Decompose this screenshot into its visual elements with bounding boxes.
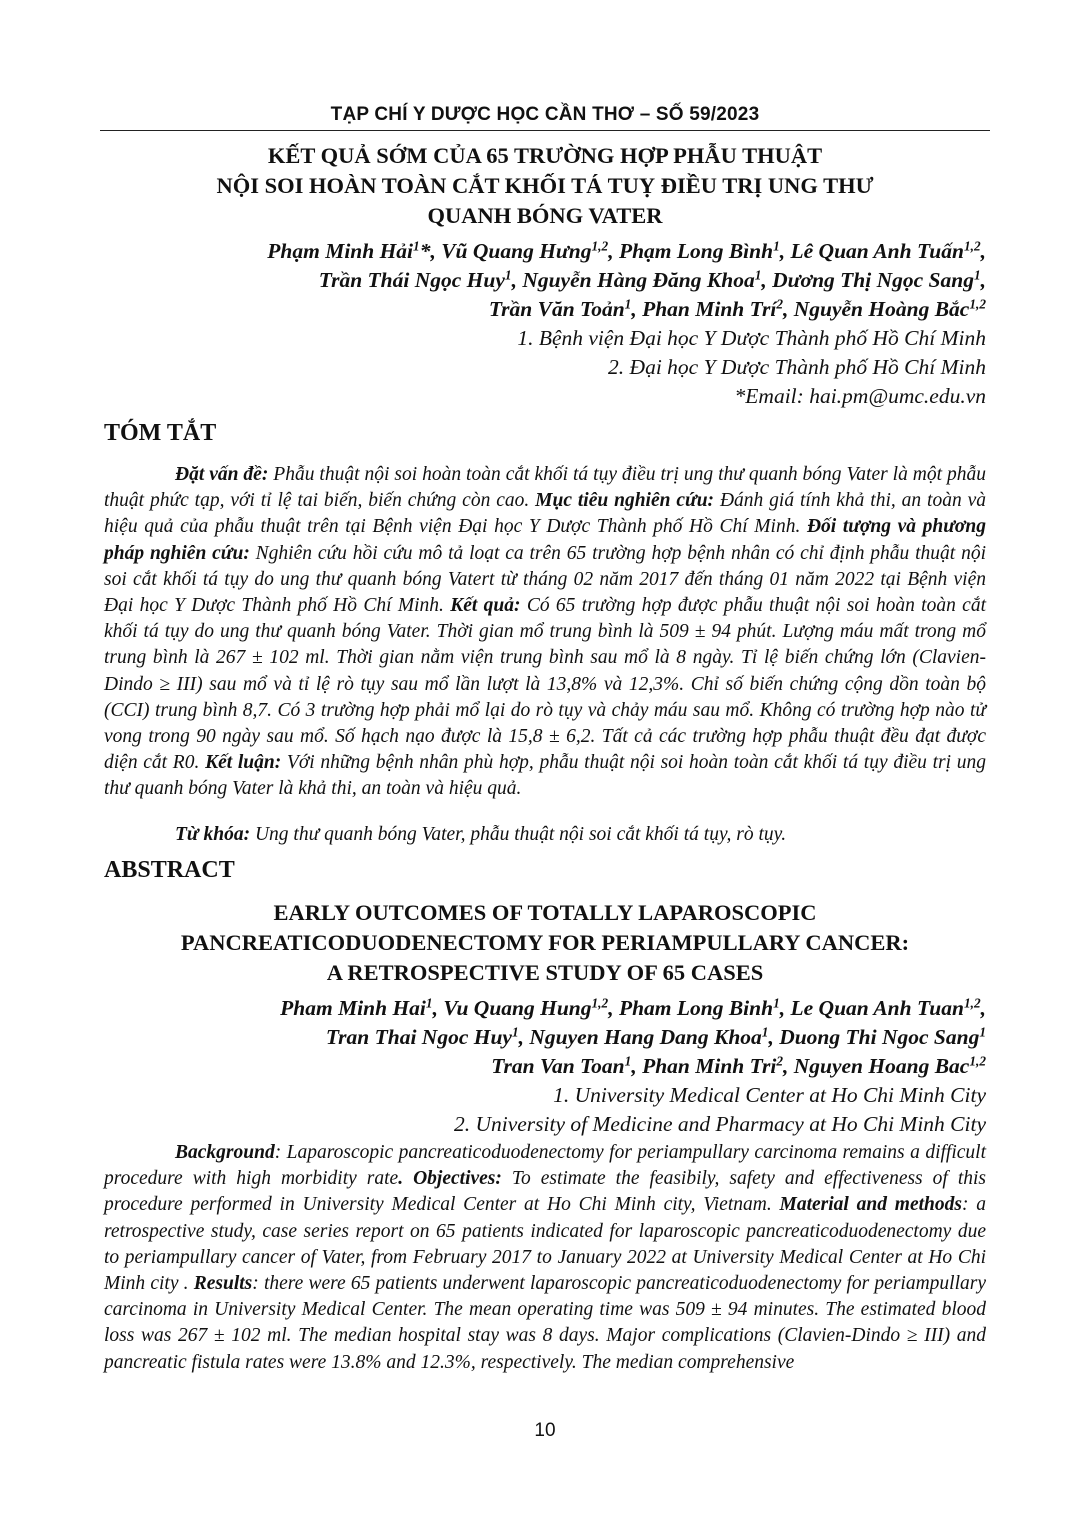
affiliation-marker: 1	[624, 1053, 632, 1069]
affiliation-marker: 2	[776, 1053, 783, 1069]
author-name: Pham Minh Hai	[280, 996, 426, 1020]
title-line: NỘI SOI HOÀN TOÀN CẮT KHỐI TÁ TUỴ ĐIỀU TRỊ UNG THƯ	[216, 173, 874, 198]
text-objectives: To estimate the feasibily, safety and effectiveness of this procedure performed in University Medical Center at Ho Chi Minh city, Vietnam.	[104, 1168, 986, 1216]
affiliation-marker: 1,2	[969, 1053, 986, 1069]
title-line: EARLY OUTCOMES OF TOTALLY LAPAROSCOPIC	[273, 900, 817, 925]
author-separator: ,	[980, 239, 986, 263]
keywords-label: Từ khóa:	[175, 824, 251, 845]
author-name: , Pham Long Binh	[608, 996, 774, 1020]
author-name: , Duong Thi Ngoc Sang	[768, 1025, 980, 1049]
affiliation-marker: 1,2	[963, 995, 981, 1011]
text-objectives: Đánh giá tính khả thi, an toàn và hiệu quả của phẫu thuật trên tại Bệnh viện Đại học Y Dược Thành phố Hồ Chí Minh.	[104, 490, 987, 538]
abstract-english	[104, 1140, 986, 1376]
label-objectives: Mục tiêu nghiên cứu:	[535, 490, 715, 512]
article-title-english	[100, 898, 990, 988]
affiliation-marker: 2	[776, 296, 783, 312]
author-list-english	[280, 994, 986, 1139]
author-name: , Phan Minh Tri	[631, 1054, 777, 1078]
affiliation: 1. Bệnh viện Đại học Y Dược Thành phố Hồ Chí Minh	[517, 326, 986, 350]
keywords-vietnamese	[104, 824, 986, 846]
sentence-period: .	[398, 1168, 404, 1190]
author-separator: ,	[980, 996, 986, 1020]
author-name: , Lê Quan Anh Tuấn	[779, 239, 964, 263]
label-background: Đặt vấn đề:	[175, 464, 269, 485]
label-methods: Đối tượng và phương pháp nghiên cứu:	[104, 516, 986, 564]
author-name: Trần Văn Toản	[488, 297, 625, 321]
affiliation: 2. Đại học Y Dược Thành phố Hồ Chí Minh	[608, 355, 986, 379]
section-heading-abstract: ABSTRACT	[104, 857, 235, 883]
author-name: Trần Thái Ngọc Huy	[318, 268, 505, 292]
text-methods: Nghiên cứu hồi cứu mô tả loạt ca trên 65 trường hợp bệnh nhân có chỉ định phẫu thuật nội soi cắt khối tá tụy do ung thư quanh bóng Vatert từ tháng 02 năm 2017 đến tháng 01 năm 2022 tại Bệnh viện Đại học Y Dược Thành phố Hồ Chí Minh.	[104, 542, 986, 617]
title-line: QUANH BÓNG VATER	[427, 203, 663, 228]
label-results: Kết quả:	[450, 595, 521, 617]
label-methods: Material and methods	[779, 1194, 962, 1216]
text-background: Phẫu thuật nội soi hoàn toàn cắt khối tá tụy điều trị ung thư quanh bóng Vater là một phẫu thuật phức tạp, với tỉ lệ tai biến, biến chứng còn cao.	[104, 464, 987, 512]
text-background: : Laparoscopic pancreaticoduodenectomy for periampullary carcinoma remains a difficult procedure with high morbidity rate	[104, 1142, 986, 1190]
author-name: , Le Quan Anh Tuan	[779, 996, 964, 1020]
text-results: : there were 65 patients underwent laparoscopic pancreaticoduodenectomy for periampullary carcinoma in University Medical Center. The mean operating time was 509 ± 94 minutes. The estimated blood loss was 267 ± 102 ml. The median hospital stay was 8 days. Major complications (Clavien-Dindo ≥ III) and pancreatic fistula rates were 13.8% and 12.3%, respectively. The median comprehensive	[104, 1273, 986, 1373]
author-name: , Phan Minh Trí	[631, 297, 777, 321]
author-line	[267, 266, 986, 295]
article-title-vietnamese	[100, 141, 990, 231]
author-line	[267, 237, 986, 266]
label-conclusion: Kết luận:	[205, 752, 282, 774]
header-divider	[100, 130, 990, 131]
corresponding-email: *Email: hai.pm@umc.edu.vn	[734, 384, 986, 408]
affiliation-marker: 1	[754, 267, 762, 283]
affiliation: 2. University of Medicine and Pharmacy at Ho Chi Minh City	[453, 1112, 986, 1136]
page-number: 10	[534, 1420, 556, 1441]
author-name: Tran Van Toan	[491, 1054, 625, 1078]
author-line	[280, 1052, 986, 1081]
affiliation-marker: 1	[973, 267, 981, 283]
section-heading-tomtat: TÓM TẮT	[104, 420, 217, 446]
text-results: Có 65 trường hợp được phẫu thuật nội soi hoàn toàn cắt khối tá tụy do ung thư quanh bóng Vater. Thời gian mổ trung bình là 509 ± 94 phút. Lượng máu mất trong mổ trung bình là 267 ± 102 ml. Thời gian nằm viện trung bình sau mổ là 8 ngày. Tỉ lệ biến chứng lớn (Clavien-Dindo ≥ III) sau mổ và tỉ lệ rò tụy sau mổ lần lượt là 13,8% và 12,3%. Chỉ số biến chứng cộng dồn toàn bộ (CCI) trung bình 8,7. Có 3 trường hợp phải mổ lại do rò tụy và chảy máu sau mổ. Không có trường hợp nào tử vong trong 90 ngày sau mổ. Số hạch nạo được là 15,8 ± 6,2. Tất cả các trường hợp phẫu thuật đều đạt được diện cắt R0.	[104, 595, 986, 774]
title-line: PANCREATICODUODENECTOMY FOR PERIAMPULLARY CANCER:	[180, 930, 910, 955]
author-name: , Vu Quang Hung	[432, 996, 592, 1020]
affiliation-marker: 1	[504, 267, 512, 283]
author-name: , Dương Thị Ngọc Sang	[761, 268, 974, 292]
title-line: KẾT QUẢ SỚM CỦA 65 TRƯỜNG HỢP PHẪU THUẬT	[267, 143, 823, 168]
affiliation-marker: 1	[511, 1024, 519, 1040]
affiliation-marker: 1,2	[591, 995, 609, 1011]
author-separator: ,	[980, 268, 986, 292]
author-name: , Nguyen Hang Dang Khoa	[518, 1025, 762, 1049]
affiliation: 1. University Medical Center at Ho Chi Minh City	[553, 1083, 986, 1107]
affiliation-marker: 1	[773, 238, 780, 254]
text-conclusion: Với những bệnh nhân phù hợp, phẫu thuật nội soi hoàn toàn cắt khối tá tụy điều trị ung thư quanh bóng Vater là khả thi, an toàn và hiệu quả.	[104, 752, 986, 800]
affiliation-marker: 1	[413, 238, 420, 254]
author-name: , Phạm Long Bình	[608, 239, 774, 263]
author-list-vietnamese	[267, 237, 986, 411]
affiliation-marker: 1,2	[591, 238, 609, 254]
label-results: Results	[193, 1273, 253, 1295]
author-name: Phạm Minh Hải	[267, 239, 414, 263]
affiliation-marker: 1,2	[963, 238, 981, 254]
label-objectives: Objectives:	[403, 1168, 502, 1190]
affiliation-marker: 1	[979, 1024, 986, 1040]
text-methods: : a retrospective study, case series report on 65 patients indicated for laparoscopic pancreaticoduodenectomy due to periampullary cancer of Vater, from February 2017 to January 2022 at University Medical Center at Ho Chi Minh city .	[104, 1194, 987, 1295]
journal-header: TẠP CHÍ Y DƯỢC HỌC CẦN THƠ – SỐ 59/2023	[330, 104, 760, 125]
author-line	[280, 994, 986, 1023]
keywords-text: Ung thư quanh bóng Vater, phẫu thuật nội soi cắt khối tá tụy, rò tụy.	[250, 824, 787, 845]
title-line: A RETROSPECTIVE STUDY OF 65 CASES	[326, 960, 764, 985]
affiliation-marker: 1	[624, 296, 632, 312]
author-line	[267, 295, 986, 324]
author-name: , Nguyễn Hoàng Bắc	[782, 297, 970, 321]
abstract-vietnamese	[104, 462, 986, 803]
author-name: *, Vũ Quang Hưng	[419, 239, 592, 263]
affiliation-marker: 1	[761, 1024, 769, 1040]
author-name: , Nguyễn Hàng Đăng Khoa	[511, 268, 755, 292]
author-name: , Nguyen Hoang Bac	[782, 1054, 970, 1078]
affiliation-marker: 1,2	[969, 296, 986, 312]
author-name: Tran Thai Ngoc Huy	[325, 1025, 512, 1049]
affiliation-marker: 1	[425, 995, 433, 1011]
author-line	[280, 1023, 986, 1052]
label-background: Background	[175, 1142, 275, 1163]
affiliation-marker: 1	[773, 995, 780, 1011]
